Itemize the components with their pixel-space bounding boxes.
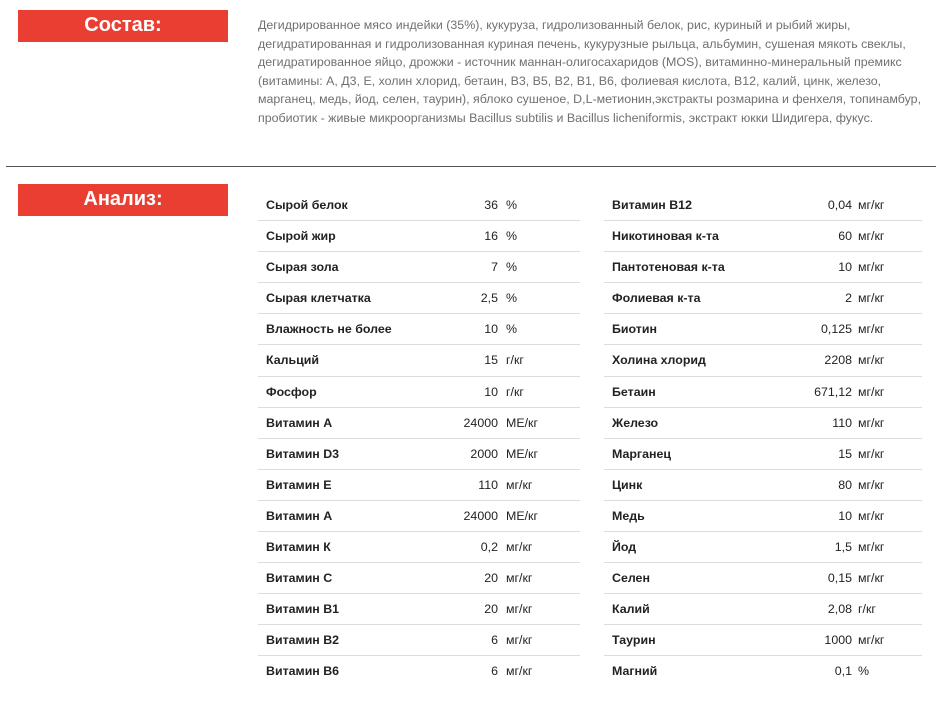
analysis-row [258,190,580,221]
analysis-row [258,563,580,594]
analysis-row [604,221,922,252]
nutrient-name: Витамин В1 [266,602,340,617]
nutrient-value: 20 [484,571,498,586]
analysis-row [258,594,580,625]
analysis-row [258,625,580,656]
nutrient-name: Сырой жир [266,229,336,244]
nutrient-value: 0,04 [827,198,852,212]
analysis-row [604,252,922,283]
analysis-row [604,563,922,594]
analysis-row [258,345,580,376]
nutrient-unit: % [506,198,518,212]
nutrient-unit: % [858,664,870,679]
nutrient-name: Марганец [612,446,671,461]
analysis-row [604,283,922,314]
nutrient-unit: мг/кг [858,198,885,212]
nutrient-value: 110 [832,415,852,430]
nutrient-unit: мг/кг [858,291,885,306]
nutrient-unit: мг/кг [858,353,885,368]
nutrient-value: 2,5 [480,291,498,306]
nutrient-value: 60 [838,229,852,244]
nutrient-name: Витамин С [266,571,333,586]
nutrient-name: Витамин В6 [266,664,340,679]
nutrient-value: 24000 [463,508,498,523]
nutrient-name: Витамин К [266,540,331,555]
nutrient-name: Фолиевая к-та [612,291,701,306]
analysis-row [258,377,580,408]
analysis-row [604,345,922,376]
analysis-row [258,408,580,439]
analysis-row [258,439,580,470]
analysis-table-right [604,190,922,688]
nutrient-value: 15 [484,353,498,368]
nutrient-value: 0,125 [820,322,852,337]
analysis-row [258,532,580,563]
nutrient-value: 2 [845,291,852,306]
nutrient-value: 10 [484,322,498,337]
nutrient-unit: г/кг [506,384,524,399]
analysis-row [258,656,580,687]
nutrient-name: Витамин А [266,415,333,430]
analysis-row [604,470,922,501]
nutrient-value: 110 [478,477,498,492]
section-divider [6,166,936,167]
analysis-heading: Анализ: [18,184,228,216]
analysis-row [604,625,922,656]
nutrient-unit: мг/кг [858,540,885,555]
nutrient-name: Биотин [612,322,657,337]
analysis-row [604,439,922,470]
composition-heading: Состав: [18,10,228,42]
nutrient-value: 1000 [824,633,852,648]
nutrient-name: Сырая зола [266,260,339,275]
nutrient-unit: % [506,291,518,306]
nutrient-unit: мг/кг [506,664,533,679]
nutrient-unit: мг/кг [858,571,885,586]
nutrient-unit: % [506,229,518,244]
nutrient-name: Железо [612,415,659,430]
analysis-row [604,656,922,687]
nutrient-name: Витамин Е [266,477,332,492]
nutrient-name: Кальций [266,353,319,368]
nutrient-unit: мг/кг [506,477,533,492]
nutrient-unit: мг/кг [858,446,885,461]
nutrient-name: Таурин [612,633,656,648]
analysis-row [604,408,922,439]
analysis-row [604,501,922,532]
nutrient-unit: мг/кг [506,571,533,586]
nutrient-name: Фосфор [266,384,317,399]
nutrient-unit: мг/кг [506,633,533,648]
nutrient-name: Калий [612,602,650,617]
analysis-row [258,314,580,345]
nutrient-name: Витамин В12 [612,198,692,212]
nutrient-name: Бетаин [612,384,656,399]
nutrient-value: 80 [838,477,852,492]
nutrient-name: Цинк [612,477,643,492]
nutrient-unit: мг/кг [858,322,885,337]
nutrient-unit: мг/кг [858,260,885,275]
composition-text: Дегидрированное мясо индейки (35%), кукуруза, гидролизованный белок, рис, куриный и рыбий жиры, дегидратированная и гидролизованная куриная печень, кукурузные рыльца, альбумин, сушеная мякоть свеклы, дегидратированное яйцо, дрожжи - источник маннан-олигосахаридов (MOS), витаминно-минеральный премикс (витамины: А, Д3, Е, холин хлорид, бетаин, В3, В5, В2, В1, В6, фолиевая кислота, В12, калий, цинк, железо, марганец, медь, йод, селен, таурин), яблоко сушеное, D,L-метионин,экстракты розмарина и фенхеля, топинамбур, пробиотик - живые микроорганизмы Bacillus subtilis и Bacillus licheniformis, экстракт юкки Шидигера, фукус. [258,18,922,125]
nutrient-value: 0,2 [480,540,498,555]
nutrient-name: Никотиновая к-та [612,229,719,244]
nutrient-unit: МЕ/кг [506,508,538,523]
nutrient-name: Сырой белок [266,198,348,212]
analysis-row [258,470,580,501]
analysis-row [258,252,580,283]
nutrient-unit: % [506,322,518,337]
nutrient-value: 2,08 [827,602,852,617]
nutrient-value: 6 [491,633,498,648]
nutrient-name: Витамин D3 [266,446,340,461]
nutrient-unit: мг/кг [858,384,885,399]
analysis-row [604,190,922,221]
nutrient-value: 10 [484,384,498,399]
nutrient-unit: г/кг [858,602,876,617]
nutrient-value: 10 [838,260,852,275]
analysis-row [258,501,580,532]
nutrient-value: 16 [484,229,498,244]
nutrient-name: Витамин А [266,508,333,523]
nutrient-unit: % [506,260,518,275]
nutrient-value: 1,5 [834,540,852,555]
nutrient-value: 10 [838,508,852,523]
nutrient-name: Витамин В2 [266,633,340,648]
nutrient-value: 6 [491,664,498,679]
nutrient-value: 0,1 [834,664,852,679]
nutrient-value: 20 [484,602,498,617]
nutrient-name: Пантотеновая к-та [612,260,725,275]
nutrient-unit: мг/кг [506,602,533,617]
nutrient-unit: мг/кг [858,415,885,430]
nutrient-value: 7 [491,260,498,275]
nutrient-name: Холина хлорид [612,353,706,368]
nutrient-value: 0,15 [827,571,852,586]
nutrient-unit: мг/кг [506,540,533,555]
nutrient-name: Магний [612,664,658,679]
nutrient-value: 15 [838,446,852,461]
nutrient-name: Йод [612,540,637,555]
nutrient-value: 24000 [463,415,498,430]
analysis-row [258,283,580,314]
nutrient-value: 2208 [824,353,852,368]
nutrient-unit: мг/кг [858,229,885,244]
analysis-table-left [258,190,580,688]
nutrient-unit: МЕ/кг [506,415,538,430]
analysis-row [604,594,922,625]
nutrient-unit: г/кг [506,353,524,368]
nutrient-name: Влажность не более [266,322,392,337]
analysis-row [604,314,922,345]
nutrient-name: Медь [612,508,645,523]
nutrient-name: Сырая клетчатка [266,291,371,306]
nutrient-unit: мг/кг [858,508,885,523]
nutrient-unit: МЕ/кг [506,446,538,461]
nutrient-value: 671,12 [814,384,852,399]
nutrient-value: 36 [484,198,498,212]
nutrient-unit: мг/кг [858,477,885,492]
nutrient-unit: мг/кг [858,633,885,648]
nutrient-name: Селен [612,571,650,586]
nutrient-value: 2000 [470,446,498,461]
analysis-row [258,221,580,252]
analysis-row [604,377,922,408]
analysis-row [604,532,922,563]
